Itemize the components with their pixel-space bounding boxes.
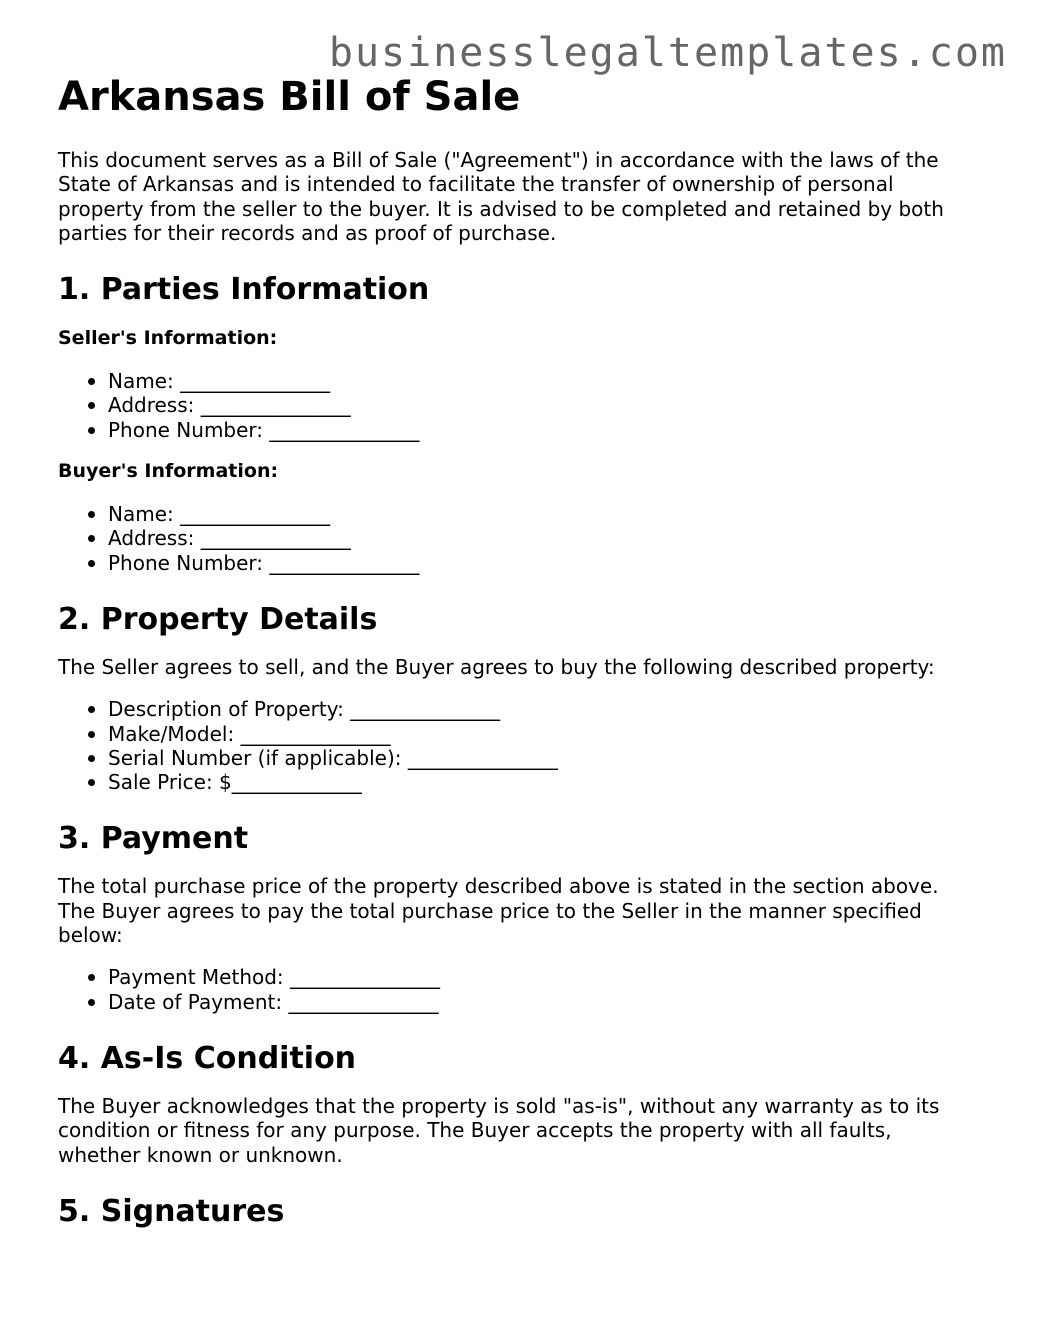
list-item: Phone Number: _______________: [108, 551, 978, 575]
list-item: Sale Price: $_____________: [108, 770, 978, 794]
section-heading-property: 2. Property Details: [58, 601, 378, 637]
document-title: Arkansas Bill of Sale: [58, 74, 521, 120]
buyer-info-heading: Buyer's Information:: [58, 460, 279, 483]
list-item: Name: _______________: [108, 502, 978, 526]
payment-list: [58, 965, 978, 1014]
condition-paragraph: The Buyer acknowledges that the property is sold "as-is", without any warranty as to its condition or fitness for any purpose. The Buyer accepts the property with all faults, whether known or unknown.: [58, 1093, 940, 1167]
list-item: Description of Property: _______________: [108, 697, 978, 721]
seller-info-heading: Seller's Information:: [58, 327, 278, 350]
list-item: Phone Number: _______________: [108, 418, 978, 442]
section-heading-payment: 3. Payment: [58, 821, 249, 857]
list-item: Payment Method: _______________: [108, 965, 978, 989]
list-item: Date of Payment: _______________: [108, 990, 978, 1014]
section-heading-condition: 4. As-Is Condition: [58, 1040, 357, 1076]
list-item: Address: _______________: [108, 526, 978, 550]
document-page: [58, 72, 978, 1231]
property-list: [58, 697, 978, 794]
property-paragraph: The Seller agrees to sell, and the Buyer agrees to buy the following described property:: [58, 654, 935, 679]
watermark: businesslegaltemplates.com: [328, 30, 1007, 76]
seller-info-list: [58, 369, 978, 442]
list-item: Make/Model: _______________: [108, 722, 978, 746]
list-item: Name: _______________: [108, 369, 978, 393]
section-heading-signatures: 5. Signatures: [58, 1193, 285, 1229]
section-heading-parties: 1. Parties Information: [58, 272, 430, 308]
intro-paragraph: This document serves as a Bill of Sale ("Agreement") in accordance with the laws of the State of Arkansas and is intended to facilitate the transfer of ownership of personal property from the seller to the buyer. It is advised to be completed and retained by both parties for their records and as proof of purchase.: [58, 148, 944, 245]
list-item: Address: _______________: [108, 393, 978, 417]
buyer-info-list: [58, 502, 978, 575]
payment-paragraph: The total purchase price of the property described above is stated in the section above. The Buyer agrees to pay the total purchase price to the Seller in the manner specified below:: [58, 874, 939, 948]
list-item: Serial Number (if applicable): _______________: [108, 746, 978, 770]
